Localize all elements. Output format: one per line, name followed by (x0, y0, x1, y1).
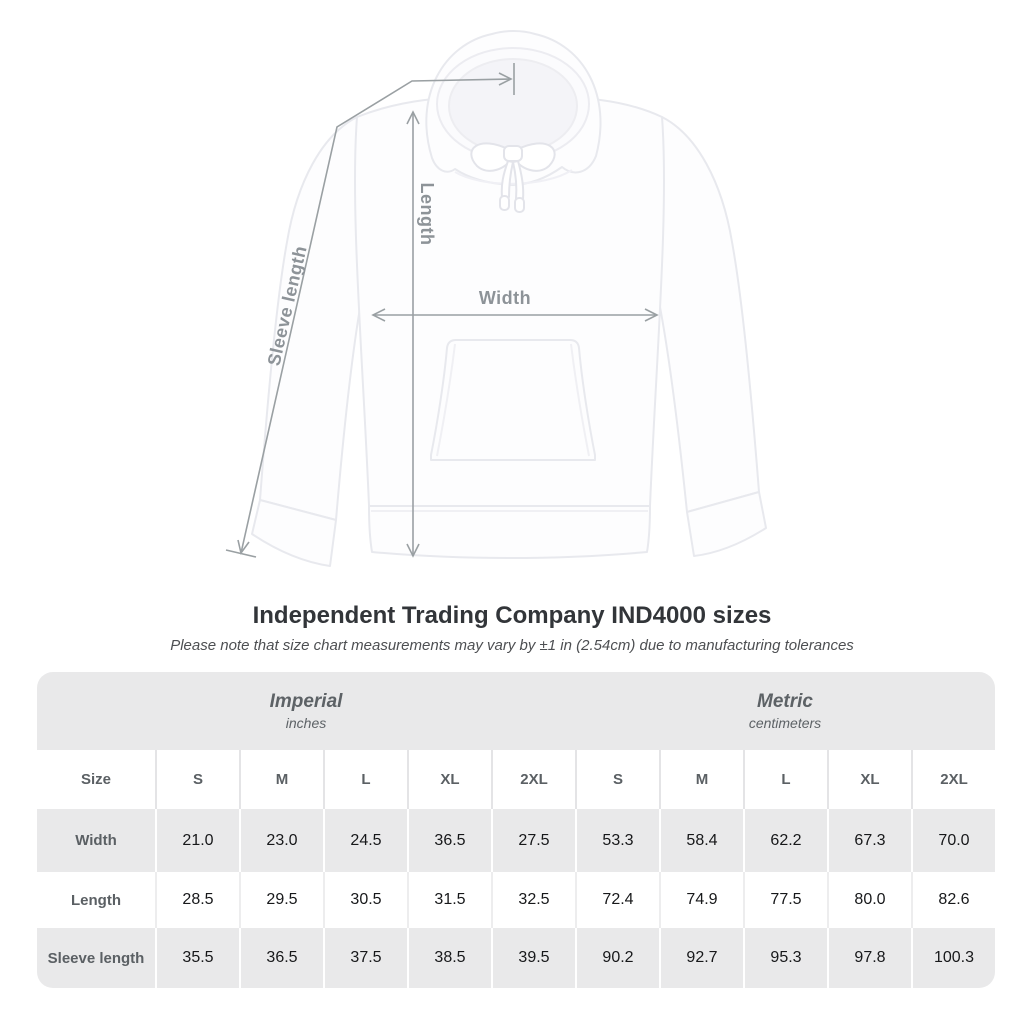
col-header-imperial-2xl: 2XL (491, 750, 575, 809)
value-cell: 31.5 (407, 872, 491, 928)
value-cell: 37.5 (323, 928, 407, 988)
table-row-width (37, 809, 995, 872)
tolerance-note: Please note that size chart measurements may vary by ±1 in (2.54cm) due to manufacturing tolerances (170, 637, 854, 654)
unit-band (37, 672, 995, 750)
value-cell: 29.5 (239, 872, 323, 928)
value-cell: 80.0 (827, 872, 911, 928)
value-cell: 70.0 (911, 809, 995, 872)
value-cell: 77.5 (743, 872, 827, 928)
value-cell: 27.5 (491, 809, 575, 872)
page-title: Independent Trading Company IND4000 sizes (252, 602, 772, 629)
value-cell: 53.3 (575, 809, 659, 872)
value-cell: 74.9 (659, 872, 743, 928)
width-label: Width (478, 288, 532, 308)
col-header-imperial-xl: XL (407, 750, 491, 809)
size-column-label: Size (80, 771, 111, 788)
imperial-title: Imperial (269, 691, 343, 712)
hoodie-pocket (431, 340, 595, 460)
value-cell: 36.5 (239, 928, 323, 988)
col-header-metric-m: M (659, 750, 743, 809)
value-cell: 39.5 (491, 928, 575, 988)
col-header-imperial-l: L (323, 750, 407, 809)
size-chart-table (37, 672, 995, 988)
row-label-length: Length (71, 891, 121, 909)
value-cell: 90.2 (575, 928, 659, 988)
value-cell: 92.7 (659, 928, 743, 988)
metric-title: Metric (757, 691, 813, 712)
value-cell: 72.4 (575, 872, 659, 928)
value-cell: 28.5 (155, 872, 239, 928)
metric-unit: centimeters (748, 715, 822, 731)
value-cell: 21.0 (155, 809, 239, 872)
sleeve-length-label: Sleeve length (263, 243, 311, 368)
col-header-metric-l: L (743, 750, 827, 809)
col-header-metric-2xl: 2XL (911, 750, 995, 809)
imperial-unit: inches (285, 715, 327, 731)
value-cell: 97.8 (827, 928, 911, 988)
col-header-metric-s: S (575, 750, 659, 809)
value-cell: 32.5 (491, 872, 575, 928)
metric-section-header (575, 672, 995, 750)
imperial-section-header (37, 672, 575, 750)
value-cell: 30.5 (323, 872, 407, 928)
size-header-row (37, 750, 995, 809)
table-row-length (37, 872, 995, 928)
hoodie-waistband (369, 506, 650, 558)
value-cell: 35.5 (155, 928, 239, 988)
value-cell: 67.3 (827, 809, 911, 872)
row-label-width: Width (37, 809, 155, 872)
table-row-sleeve-length (37, 928, 995, 988)
col-header-metric-xl: XL (827, 750, 911, 809)
value-cell: 23.0 (239, 809, 323, 872)
value-cell: 24.5 (323, 809, 407, 872)
value-cell: 62.2 (743, 809, 827, 872)
col-header-imperial-m: M (239, 750, 323, 809)
row-label-sleeve-length: Sleeve length (37, 928, 155, 988)
col-header-imperial-s: S (155, 750, 239, 809)
value-cell: 95.3 (743, 928, 827, 988)
value-cell: 38.5 (407, 928, 491, 988)
value-cell: 100.3 (911, 928, 995, 988)
hoodie-hood-opening (449, 59, 577, 153)
length-label: Length (417, 182, 437, 246)
value-cell: 82.6 (911, 872, 995, 928)
value-cell: 36.5 (407, 809, 491, 872)
value-cell: 58.4 (659, 809, 743, 872)
